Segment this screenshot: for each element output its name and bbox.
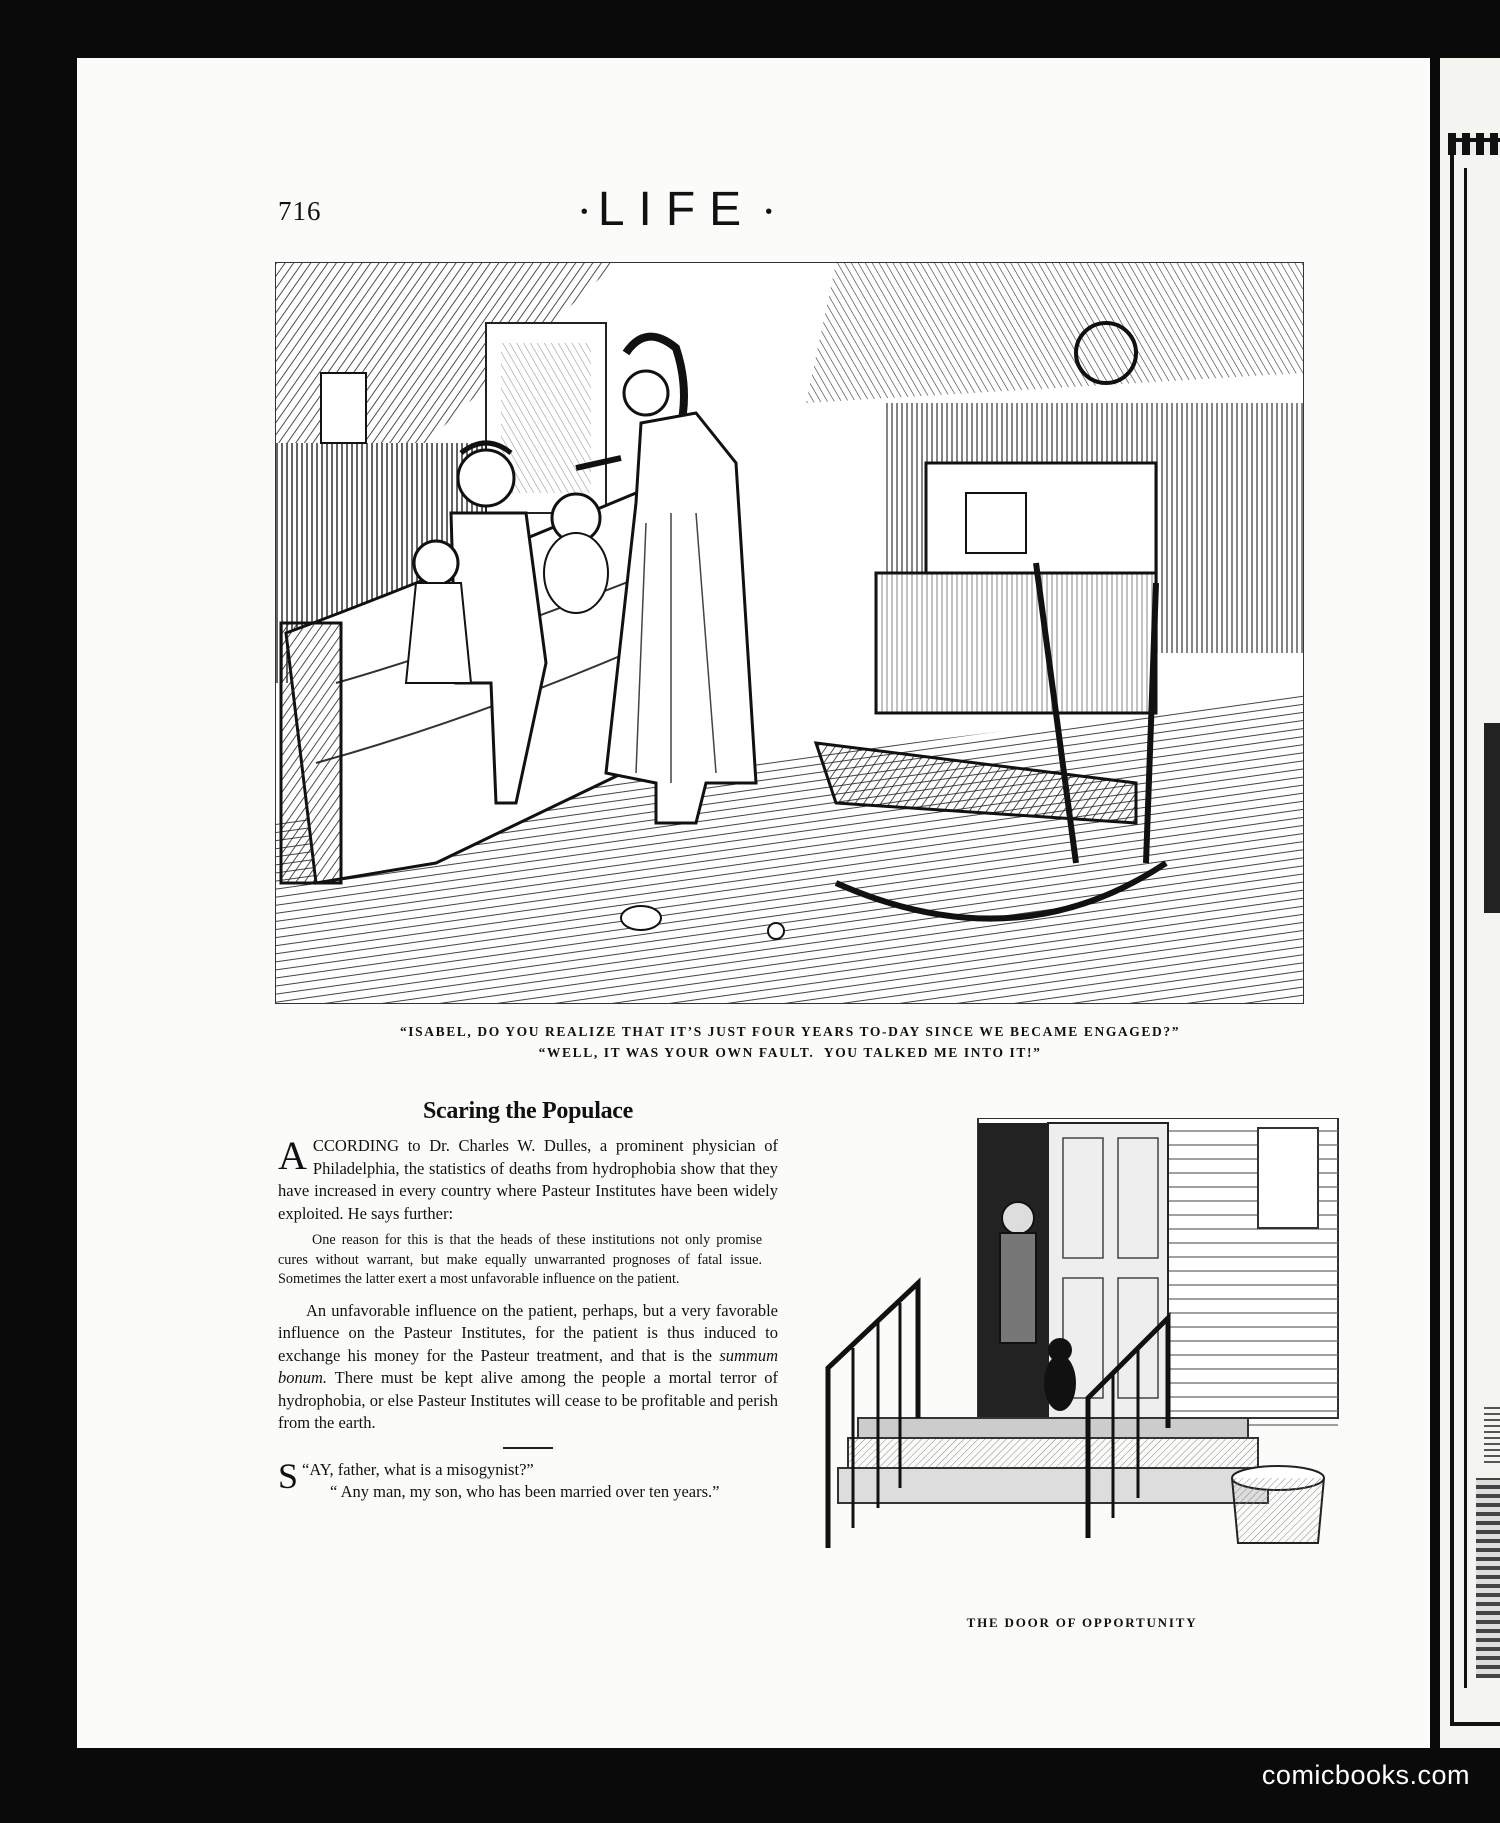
block-quote-text: One reason for this is that the heads of these institutions not only promise cures without warrant, but make equally unwarranted prognoses of fatal issue. Sometimes the latter exert a most unfavorable influence on the patient. bbox=[278, 1232, 762, 1287]
caption-line-2: “WELL, IT WAS YOUR OWN FAULT. YOU TALKED ME INTO IT!” bbox=[538, 1045, 1042, 1060]
article-block-quote bbox=[278, 1231, 762, 1290]
paragraph-2-italic: summum bonum. bbox=[278, 1345, 778, 1387]
joke-drop-cap: S bbox=[278, 1455, 299, 1496]
adjacent-page-building-illustration bbox=[1476, 1478, 1500, 1678]
site-watermark: comicbooks.com bbox=[1261, 1760, 1470, 1790]
adjacent-page-dark-block bbox=[1484, 723, 1500, 913]
article-title: Scaring the Populace bbox=[423, 1098, 633, 1124]
page-number: 716 bbox=[278, 196, 322, 226]
paragraph-2-part-b: There must be kept alive among the people a mortal terror of hydrophobia, or else Pasteur Institutes will cease to be profitable and perish from the earth. bbox=[278, 1368, 778, 1432]
masthead bbox=[0, 182, 1353, 237]
article-paragraph-1-text: CCORDING to Dr. Charles W. Dulles, a prominent physician of Philadelphia, the statistics of deaths from hydrophobia show that they have increased in every country where Pasteur Institutes have been widely exploited. He says further: bbox=[278, 1136, 778, 1223]
paragraph-2-part-a: An unfavorable influence on the patient, perhaps, but a very favorable influence on the Pasteur Institutes, for the patient is thus induced to exchange his money for the Pasteur treatment, and that is the bbox=[278, 1300, 778, 1365]
attic-cartoon-illustration bbox=[275, 262, 1304, 1004]
door-cartoon-caption: THE DOOR OF OPPORTUNITY bbox=[966, 1615, 1198, 1630]
door-of-opportunity-illustration bbox=[818, 1118, 1346, 1552]
article-paragraph-1 bbox=[278, 1135, 778, 1225]
caption-line-1: “ISABEL, DO YOU REALIZE THAT IT’S JUST FOUR YEARS TO-DAY SINCE WE BECAME ENGAGED?” bbox=[399, 1024, 1181, 1039]
masthead-dot-left: • bbox=[580, 200, 588, 223]
adjacent-page-text-fragment bbox=[1484, 1403, 1500, 1463]
joke-answer: “ Any man, my son, who has been married over ten years.” bbox=[330, 1482, 720, 1501]
adjacent-page-edge bbox=[1440, 58, 1500, 1748]
article-scaring-the-populace bbox=[278, 1098, 778, 1504]
joke-line-1: AY, father, what is a misogynist?” bbox=[309, 1459, 534, 1479]
masthead-dot-right: • bbox=[765, 200, 773, 223]
masthead-title: LIFE bbox=[597, 183, 756, 236]
cartoon-caption bbox=[240, 1021, 1340, 1063]
article-paragraph-2 bbox=[278, 1300, 778, 1435]
joke-open-quote: “ bbox=[302, 1459, 310, 1479]
drop-cap: A bbox=[278, 1133, 307, 1178]
section-divider bbox=[503, 1447, 553, 1449]
